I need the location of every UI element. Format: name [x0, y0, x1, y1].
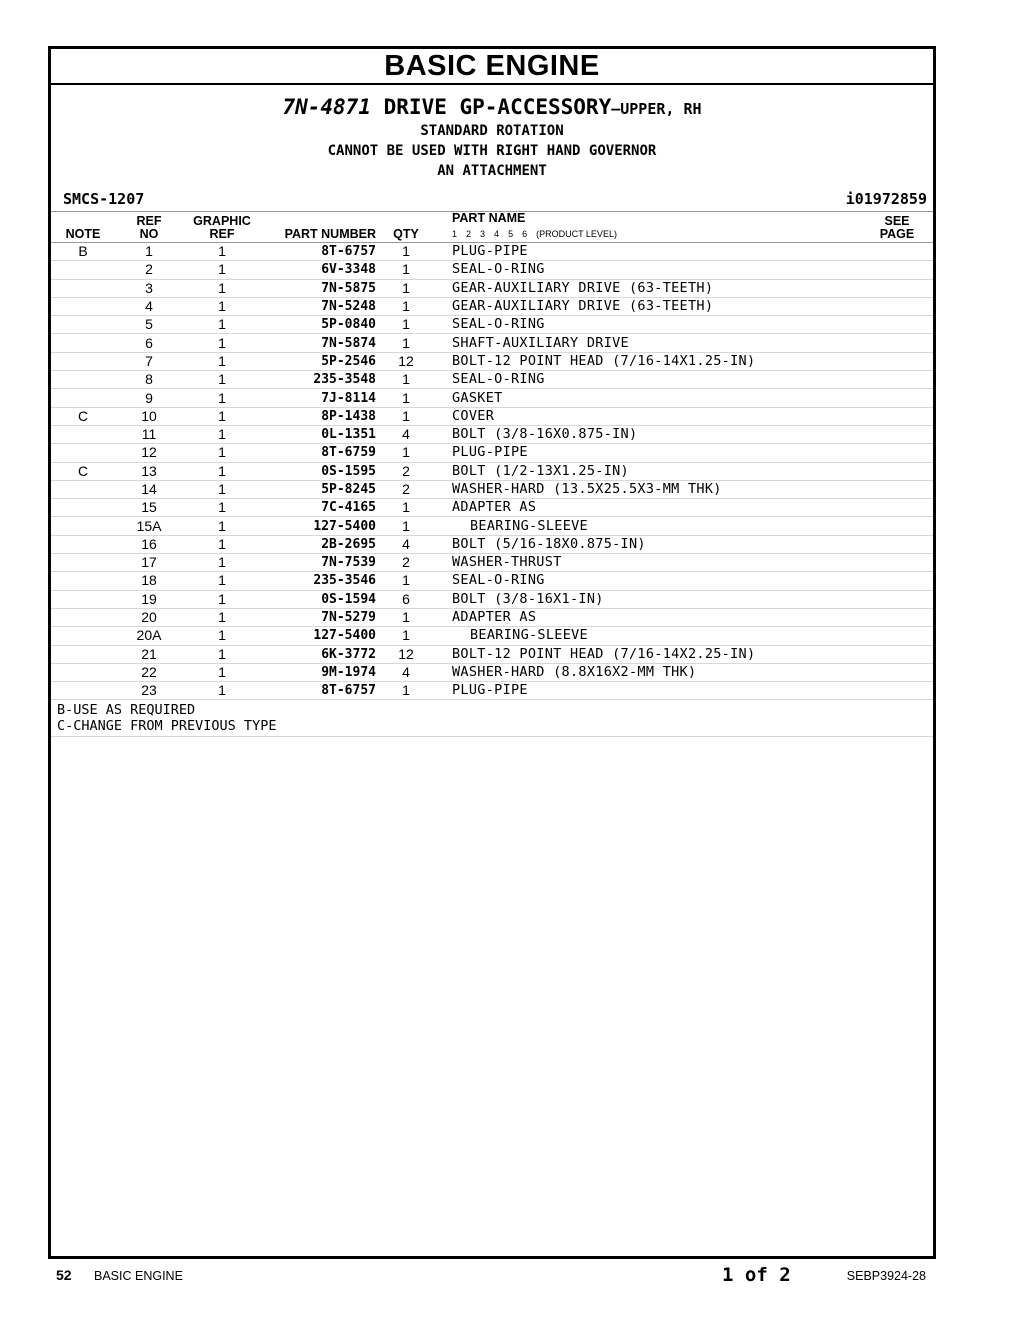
- table-row: [51, 352, 933, 370]
- cell-name: WASHER-THRUST: [432, 554, 861, 572]
- cell-note: [51, 535, 115, 553]
- cell-ref: 3: [115, 279, 183, 297]
- cell-note: [51, 554, 115, 572]
- cell-part: 2B-2695: [261, 535, 380, 553]
- table-row: [51, 425, 933, 443]
- cell-ref: 20: [115, 608, 183, 626]
- col-header-see-page: SEE PAGE: [861, 212, 933, 243]
- cell-part: 6V-3348: [261, 261, 380, 279]
- cell-see-page: [861, 462, 933, 480]
- cell-name: BEARING-SLEEVE: [432, 517, 861, 535]
- table-row: [51, 572, 933, 590]
- note-line: B-USE AS REQUIRED: [57, 702, 196, 719]
- cell-ref: 22: [115, 663, 183, 681]
- parts-table-body: [51, 243, 933, 700]
- group-title: [51, 95, 933, 121]
- cell-name: WASHER-HARD (13.5X25.5X3-MM THK): [432, 480, 861, 498]
- cell-ref: 17: [115, 554, 183, 572]
- page-footer: [56, 1264, 926, 1286]
- cell-name: ADAPTER AS: [432, 608, 861, 626]
- cell-note: [51, 663, 115, 681]
- col-header-part-name: PART NAME 1 2 3 4 5 6 (PRODUCT LEVEL): [432, 212, 861, 243]
- table-row: [51, 371, 933, 389]
- cell-gref: 1: [183, 389, 261, 407]
- cell-note: [51, 425, 115, 443]
- cell-part: 7N-5279: [261, 608, 380, 626]
- cell-ref: 8: [115, 371, 183, 389]
- cell-gref: 1: [183, 316, 261, 334]
- group-description-line: CANNOT BE USED WITH RIGHT HAND GOVERNOR: [327, 143, 657, 159]
- table-row: [51, 297, 933, 315]
- cell-name: GASKET: [432, 389, 861, 407]
- table-row: [51, 480, 933, 498]
- table-row: [51, 334, 933, 352]
- page-number: 52: [56, 1267, 72, 1283]
- cell-part: 7J-8114: [261, 389, 380, 407]
- cell-note: [51, 371, 115, 389]
- cell-qty: 2: [380, 462, 432, 480]
- cell-ref: 4: [115, 297, 183, 315]
- cell-note: [51, 389, 115, 407]
- table-row: [51, 627, 933, 645]
- cell-note: C: [51, 407, 115, 425]
- cell-part: 0L-1351: [261, 425, 380, 443]
- cell-note: [51, 444, 115, 462]
- cell-ref: 6: [115, 334, 183, 352]
- cell-part: 7N-5874: [261, 334, 380, 352]
- cell-gref: 1: [183, 462, 261, 480]
- cell-note: [51, 499, 115, 517]
- cell-see-page: [861, 279, 933, 297]
- illustration-id: i01972859: [845, 190, 927, 208]
- cell-qty: 6: [380, 590, 432, 608]
- cell-qty: 1: [380, 572, 432, 590]
- cell-name: GEAR-AUXILIARY DRIVE (63-TEETH): [432, 297, 861, 315]
- cell-see-page: [861, 663, 933, 681]
- cell-note: [51, 352, 115, 370]
- sheet-indicator: 1 of 2: [722, 1264, 791, 1286]
- cell-see-page: [861, 371, 933, 389]
- cell-ref: 18: [115, 572, 183, 590]
- cell-note: B: [51, 243, 115, 261]
- cell-note: [51, 316, 115, 334]
- cell-see-page: [861, 297, 933, 315]
- group-name-suffix: —UPPER, RH: [611, 100, 702, 118]
- cell-name: SEAL-O-RING: [432, 572, 861, 590]
- cell-part: 0S-1595: [261, 462, 380, 480]
- cell-qty: 1: [380, 627, 432, 645]
- cell-ref: 23: [115, 682, 183, 700]
- cell-ref: 15: [115, 499, 183, 517]
- cell-see-page: [861, 261, 933, 279]
- cell-gref: 1: [183, 243, 261, 261]
- cell-qty: 12: [380, 352, 432, 370]
- cell-qty: 1: [380, 261, 432, 279]
- cell-gref: 1: [183, 261, 261, 279]
- cell-note: [51, 572, 115, 590]
- cell-qty: 4: [380, 535, 432, 553]
- cell-name: BEARING-SLEEVE: [432, 627, 861, 645]
- cell-ref: 9: [115, 389, 183, 407]
- cell-gref: 1: [183, 279, 261, 297]
- cell-part: 7N-5875: [261, 279, 380, 297]
- cell-gref: 1: [183, 517, 261, 535]
- table-row: [51, 316, 933, 334]
- cell-gref: 1: [183, 572, 261, 590]
- cell-part: 127-5400: [261, 627, 380, 645]
- col-header-qty: QTY: [380, 212, 432, 243]
- cell-see-page: [861, 590, 933, 608]
- cell-part: 127-5400: [261, 517, 380, 535]
- cell-name: SEAL-O-RING: [432, 371, 861, 389]
- cell-qty: 2: [380, 480, 432, 498]
- cell-qty: 1: [380, 389, 432, 407]
- cell-part: 8T-6759: [261, 444, 380, 462]
- footer-section: BASIC ENGINE: [94, 1269, 183, 1283]
- cell-note: [51, 590, 115, 608]
- cell-part: 5P-8245: [261, 480, 380, 498]
- table-row: [51, 554, 933, 572]
- table-row: [51, 243, 933, 261]
- cell-ref: 19: [115, 590, 183, 608]
- cell-part: 9M-1974: [261, 663, 380, 681]
- cell-gref: 1: [183, 371, 261, 389]
- cell-gref: 1: [183, 554, 261, 572]
- table-header-row: [51, 212, 933, 243]
- cell-name: SHAFT-AUXILIARY DRIVE: [432, 334, 861, 352]
- cell-note: [51, 279, 115, 297]
- cell-ref: 1: [115, 243, 183, 261]
- table-row: [51, 499, 933, 517]
- table-row: [51, 663, 933, 681]
- cell-name: BOLT (3/8-16X0.875-IN): [432, 425, 861, 443]
- cell-gref: 1: [183, 444, 261, 462]
- cell-qty: 2: [380, 554, 432, 572]
- cell-ref: 14: [115, 480, 183, 498]
- cell-part: 235-3546: [261, 572, 380, 590]
- cell-gref: 1: [183, 297, 261, 315]
- cell-qty: 1: [380, 371, 432, 389]
- cell-gref: 1: [183, 590, 261, 608]
- cell-qty: 1: [380, 279, 432, 297]
- cell-see-page: [861, 554, 933, 572]
- notes-section: [51, 700, 933, 737]
- section-title: BASIC ENGINE: [51, 49, 933, 85]
- cell-ref: 10: [115, 407, 183, 425]
- cell-see-page: [861, 517, 933, 535]
- cell-gref: 1: [183, 682, 261, 700]
- cell-note: [51, 627, 115, 645]
- cell-ref: 15A: [115, 517, 183, 535]
- cell-see-page: [861, 480, 933, 498]
- cell-gref: 1: [183, 407, 261, 425]
- document-number: SEBP3924-28: [846, 1269, 926, 1283]
- col-header-graphic-ref: GRAPHIC REF: [183, 212, 261, 243]
- cell-ref: 16: [115, 535, 183, 553]
- cell-part: 235-3548: [261, 371, 380, 389]
- table-row: [51, 444, 933, 462]
- table-row: [51, 261, 933, 279]
- cell-ref: 13: [115, 462, 183, 480]
- cell-see-page: [861, 407, 933, 425]
- cell-qty: 1: [380, 334, 432, 352]
- cell-see-page: [861, 352, 933, 370]
- cell-name: BOLT (1/2-13X1.25-IN): [432, 462, 861, 480]
- group-part-number: 7N-4871: [282, 95, 371, 119]
- cell-gref: 1: [183, 663, 261, 681]
- table-row: [51, 462, 933, 480]
- cell-name: BOLT-12 POINT HEAD (7/16-14X2.25-IN): [432, 645, 861, 663]
- cell-gref: 1: [183, 334, 261, 352]
- cell-note: [51, 608, 115, 626]
- cell-see-page: [861, 389, 933, 407]
- cell-part: 8T-6757: [261, 243, 380, 261]
- note-line: C-CHANGE FROM PREVIOUS TYPE: [57, 718, 277, 735]
- cell-see-page: [861, 627, 933, 645]
- cell-name: SEAL-O-RING: [432, 316, 861, 334]
- cell-note: [51, 645, 115, 663]
- table-row: [51, 608, 933, 626]
- cell-name: GEAR-AUXILIARY DRIVE (63-TEETH): [432, 279, 861, 297]
- cell-name: ADAPTER AS: [432, 499, 861, 517]
- cell-part: 5P-2546: [261, 352, 380, 370]
- cell-note: [51, 480, 115, 498]
- cell-gref: 1: [183, 608, 261, 626]
- cell-see-page: [861, 645, 933, 663]
- cell-name: BOLT-12 POINT HEAD (7/16-14X1.25-IN): [432, 352, 861, 370]
- cell-note: [51, 261, 115, 279]
- cell-name: PLUG-PIPE: [432, 444, 861, 462]
- cell-note: [51, 334, 115, 352]
- cell-see-page: [861, 444, 933, 462]
- cell-see-page: [861, 572, 933, 590]
- cell-gref: 1: [183, 535, 261, 553]
- group-heading: [51, 95, 933, 181]
- table-row: [51, 389, 933, 407]
- cell-gref: 1: [183, 480, 261, 498]
- cell-qty: 12: [380, 645, 432, 663]
- cell-name: WASHER-HARD (8.8X16X2-MM THK): [432, 663, 861, 681]
- table-row: [51, 535, 933, 553]
- cell-note: [51, 682, 115, 700]
- cell-qty: 1: [380, 407, 432, 425]
- col-header-ref-no: REF NO: [115, 212, 183, 243]
- cell-ref: 7: [115, 352, 183, 370]
- group-description-line: AN ATTACHMENT: [437, 163, 547, 179]
- cell-ref: 5: [115, 316, 183, 334]
- parts-page-frame: [48, 46, 936, 1259]
- cell-ref: 12: [115, 444, 183, 462]
- cell-see-page: [861, 499, 933, 517]
- cell-name: COVER: [432, 407, 861, 425]
- cell-gref: 1: [183, 352, 261, 370]
- cell-qty: 1: [380, 682, 432, 700]
- cell-ref: 20A: [115, 627, 183, 645]
- cell-see-page: [861, 425, 933, 443]
- cell-ref: 11: [115, 425, 183, 443]
- cell-name: SEAL-O-RING: [432, 261, 861, 279]
- table-row: [51, 279, 933, 297]
- cell-see-page: [861, 334, 933, 352]
- cell-ref: 21: [115, 645, 183, 663]
- cell-gref: 1: [183, 499, 261, 517]
- cell-part: 7C-4165: [261, 499, 380, 517]
- cell-name: BOLT (5/16-18X0.875-IN): [432, 535, 861, 553]
- cell-qty: 4: [380, 425, 432, 443]
- cell-see-page: [861, 316, 933, 334]
- cell-note: [51, 297, 115, 315]
- cell-ref: 2: [115, 261, 183, 279]
- cell-qty: 1: [380, 297, 432, 315]
- cell-part: 7N-7539: [261, 554, 380, 572]
- cell-name: BOLT (3/8-16X1-IN): [432, 590, 861, 608]
- cell-qty: 1: [380, 517, 432, 535]
- parts-table: [51, 211, 933, 700]
- cell-note: C: [51, 462, 115, 480]
- cell-see-page: [861, 535, 933, 553]
- smcs-code: SMCS-1207: [63, 190, 145, 208]
- cell-part: 0S-1594: [261, 590, 380, 608]
- col-header-note: NOTE: [51, 212, 115, 243]
- cell-part: 8P-1438: [261, 407, 380, 425]
- cell-qty: 1: [380, 608, 432, 626]
- cell-name: PLUG-PIPE: [432, 243, 861, 261]
- cell-see-page: [861, 243, 933, 261]
- cell-qty: 1: [380, 316, 432, 334]
- cell-qty: 1: [380, 499, 432, 517]
- cell-part: 6K-3772: [261, 645, 380, 663]
- cell-part: 5P-0840: [261, 316, 380, 334]
- cell-name: PLUG-PIPE: [432, 682, 861, 700]
- identifier-row: [51, 187, 933, 211]
- group-description-line: STANDARD ROTATION: [420, 123, 564, 139]
- table-row: [51, 407, 933, 425]
- cell-qty: 1: [380, 444, 432, 462]
- product-level-scale: 1 2 3 4 5 6 (PRODUCT LEVEL): [452, 229, 617, 239]
- cell-part: 7N-5248: [261, 297, 380, 315]
- cell-qty: 4: [380, 663, 432, 681]
- table-row: [51, 682, 933, 700]
- col-header-part-number: PART NUMBER: [261, 212, 380, 243]
- cell-gref: 1: [183, 645, 261, 663]
- cell-note: [51, 517, 115, 535]
- table-row: [51, 645, 933, 663]
- cell-gref: 1: [183, 425, 261, 443]
- cell-qty: 1: [380, 243, 432, 261]
- cell-see-page: [861, 682, 933, 700]
- cell-see-page: [861, 608, 933, 626]
- table-row: [51, 517, 933, 535]
- cell-gref: 1: [183, 627, 261, 645]
- group-name: DRIVE GP-ACCESSORY: [383, 95, 612, 119]
- table-row: [51, 590, 933, 608]
- cell-part: 8T-6757: [261, 682, 380, 700]
